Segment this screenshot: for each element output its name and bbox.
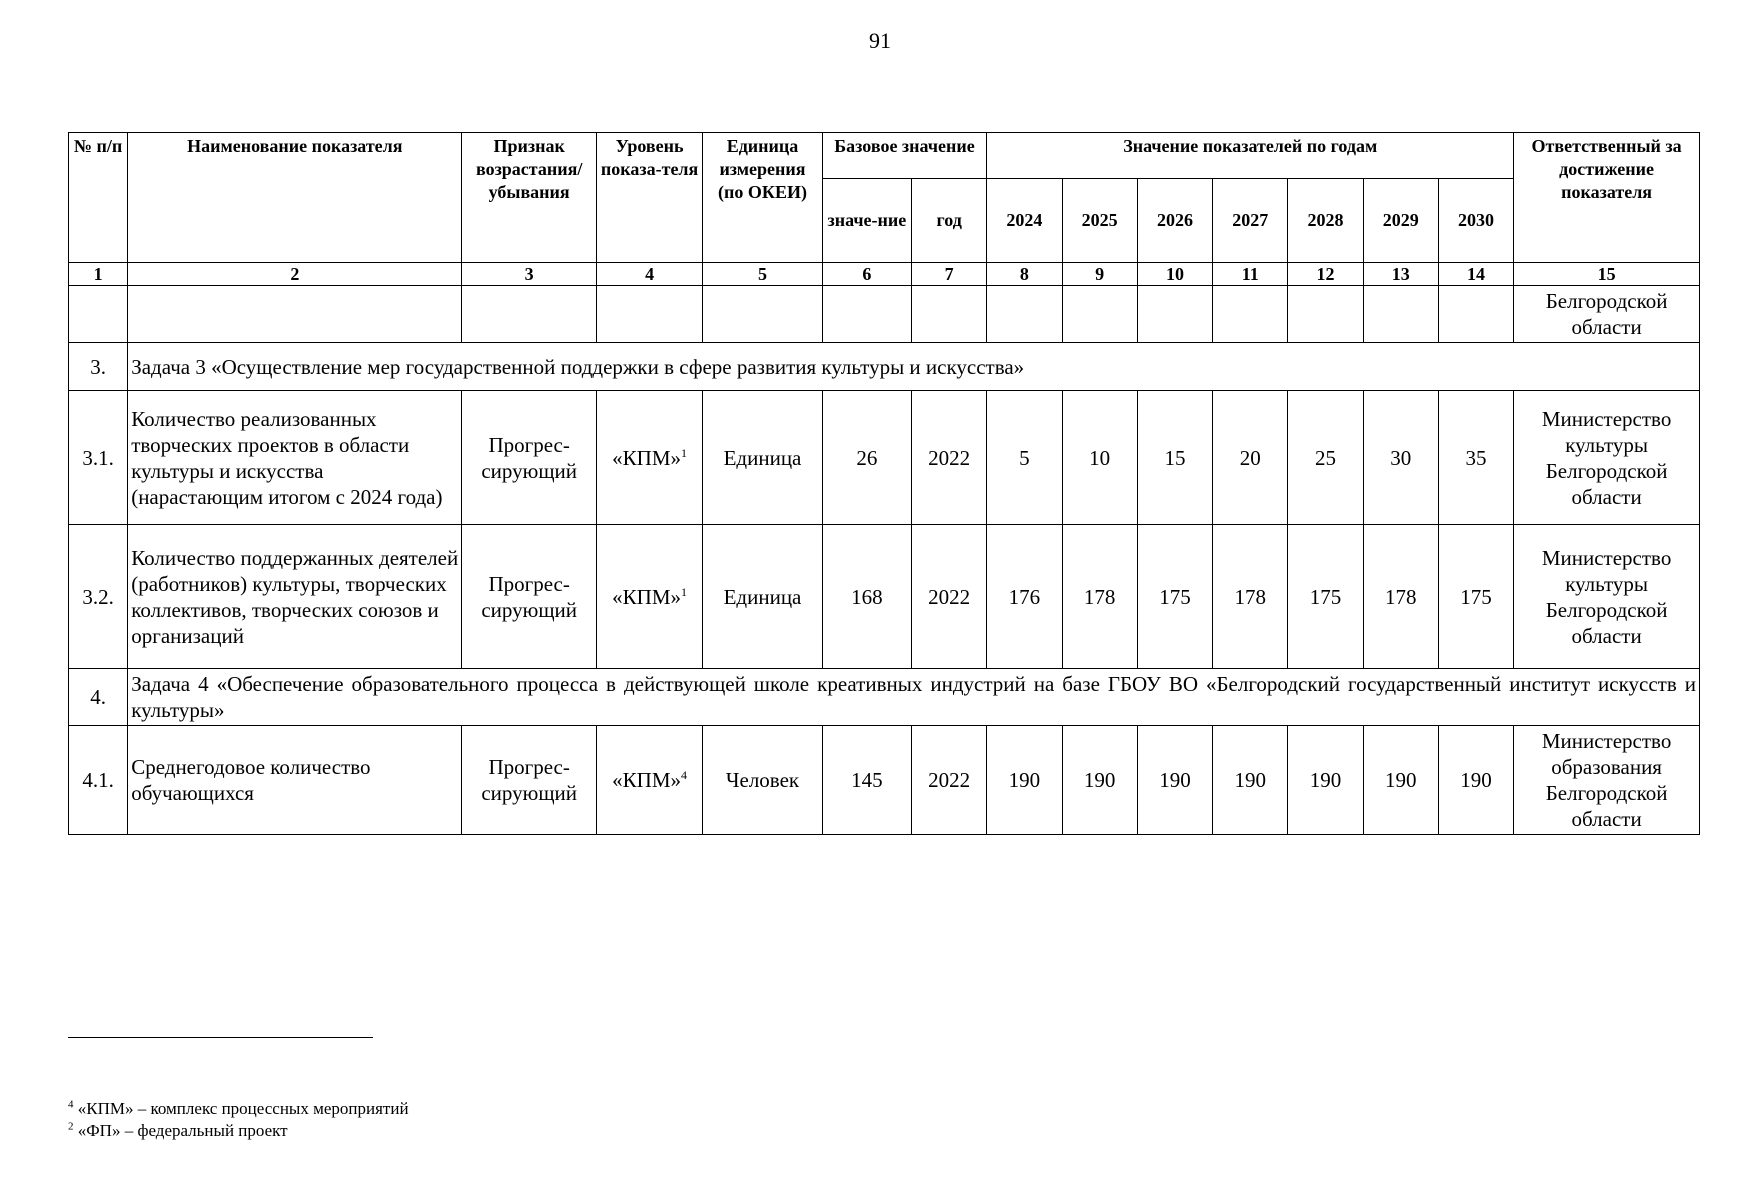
column-number: 6 — [822, 263, 911, 286]
year-value-cell: 20 — [1213, 391, 1288, 525]
indicator-name: Среднегодовое количество обучающихся — [128, 726, 462, 835]
base-year-cell: 2022 — [912, 391, 987, 525]
header-year: 2024 — [987, 179, 1062, 263]
header-sign: Признак возрастания/ убывания — [462, 133, 596, 263]
year-value-cell: 178 — [1062, 525, 1137, 669]
column-number: 11 — [1213, 263, 1288, 286]
column-number: 1 — [69, 263, 128, 286]
indicator-row-3-2 — [69, 525, 1700, 669]
column-numbers-row — [69, 263, 1700, 286]
task-title: Задача 4 «Обеспечение образовательного процесса в действующей школе креативных индустрий на базе ГБОУ ВО «Белгородский государственный институт искусств и культуры» — [128, 669, 1700, 726]
header-responsible: Ответственный за достижение показателя — [1514, 133, 1700, 263]
year-value-cell: 178 — [1363, 525, 1438, 669]
row-number: 3.2. — [69, 525, 128, 669]
header-base-year: год — [912, 179, 987, 263]
empty-cell — [703, 286, 822, 343]
responsible-cell: Министерство культуры Белгородской области — [1514, 391, 1700, 525]
indicator-row-3-1 — [69, 391, 1700, 525]
year-value-cell: 175 — [1137, 525, 1212, 669]
year-value-cell: 176 — [987, 525, 1062, 669]
sign-cell: Прогрес-сирующий — [462, 726, 596, 835]
empty-cell — [1363, 286, 1438, 343]
year-value-cell: 190 — [1363, 726, 1438, 835]
indicators-table — [68, 132, 1700, 835]
empty-cell — [462, 286, 596, 343]
empty-cell — [596, 286, 702, 343]
header-year: 2026 — [1137, 179, 1212, 263]
empty-cell — [69, 286, 128, 343]
year-value-cell: 190 — [1438, 726, 1513, 835]
indicator-name: Количество реализованных творческих проектов в области культуры и искусства (нарастающим итогом с 2024 года) — [128, 391, 462, 525]
level-footnote-mark: 1 — [681, 445, 688, 460]
year-value-cell: 175 — [1288, 525, 1363, 669]
responsible-cell: Министерство культуры Белгородской области — [1514, 525, 1700, 669]
year-value-cell: 190 — [1137, 726, 1212, 835]
level-cell — [596, 726, 702, 835]
column-number: 12 — [1288, 263, 1363, 286]
empty-cell — [1213, 286, 1288, 343]
year-value-cell: 175 — [1438, 525, 1513, 669]
year-value-cell: 190 — [987, 726, 1062, 835]
level-text: «КПМ» — [612, 584, 682, 609]
level-footnote-mark: 4 — [681, 768, 688, 782]
year-value-cell: 35 — [1438, 391, 1513, 525]
page-number: 91 — [869, 28, 891, 53]
empty-cell — [1062, 286, 1137, 343]
column-number: 14 — [1438, 263, 1513, 286]
task-number: 4. — [69, 669, 128, 726]
header-name: Наименование показателя — [128, 133, 462, 263]
header-unit: Единица измерения (по ОКЕИ) — [703, 133, 822, 263]
header-level: Уровень показа-теля — [596, 133, 702, 263]
header-base-value: значе-ние — [822, 179, 911, 263]
year-value-cell: 15 — [1137, 391, 1212, 525]
header-year: 2030 — [1438, 179, 1513, 263]
footnote-text: «КПМ» – комплекс процессных мероприятий — [77, 1099, 409, 1118]
level-cell — [596, 391, 702, 525]
header-row-1 — [69, 133, 1700, 179]
indicator-name: Количество поддержанных деятелей (работников) культуры, творческих коллективов, творческих союзов и организаций — [128, 525, 462, 669]
empty-cell — [1438, 286, 1513, 343]
unit-cell: Человек — [703, 726, 822, 835]
footnote — [68, 1098, 409, 1120]
column-number: 9 — [1062, 263, 1137, 286]
header-num: № п/п — [69, 133, 128, 263]
column-number: 13 — [1363, 263, 1438, 286]
footnote-separator — [68, 1037, 373, 1038]
task-title: Задача 3 «Осуществление мер государственной поддержки в сфере развития культуры и искусства» — [128, 343, 1700, 391]
base-year-cell: 2022 — [912, 525, 987, 669]
sign-cell: Прогрес-сирующий — [462, 391, 596, 525]
base-value-cell: 145 — [822, 726, 911, 835]
column-number: 4 — [596, 263, 702, 286]
responsible-cell: Белгородской области — [1514, 286, 1700, 343]
header-year: 2027 — [1213, 179, 1288, 263]
year-value-cell: 178 — [1213, 525, 1288, 669]
empty-cell — [1288, 286, 1363, 343]
footnote-mark: 2 — [68, 1120, 74, 1133]
empty-cell — [822, 286, 911, 343]
task-number: 3. — [69, 343, 128, 391]
level-footnote-mark: 1 — [681, 584, 688, 599]
column-number: 5 — [703, 263, 822, 286]
task-row-4 — [69, 669, 1700, 726]
header-values-by-year: Значение показателей по годам — [987, 133, 1514, 179]
year-value-cell: 190 — [1213, 726, 1288, 835]
task-row-3 — [69, 343, 1700, 391]
column-number: 10 — [1137, 263, 1212, 286]
empty-cell — [912, 286, 987, 343]
header-base: Базовое значение — [822, 133, 987, 179]
column-number: 15 — [1514, 263, 1700, 286]
year-value-cell: 190 — [1062, 726, 1137, 835]
header-year: 2028 — [1288, 179, 1363, 263]
column-number: 7 — [912, 263, 987, 286]
year-value-cell: 25 — [1288, 391, 1363, 525]
year-value-cell: 5 — [987, 391, 1062, 525]
level-cell — [596, 525, 702, 669]
column-number: 3 — [462, 263, 596, 286]
header-year: 2025 — [1062, 179, 1137, 263]
continuation-row — [69, 286, 1700, 343]
unit-cell: Единица — [703, 525, 822, 669]
column-number: 2 — [128, 263, 462, 286]
footnote — [68, 1120, 409, 1142]
indicator-row-4-1 — [69, 726, 1700, 835]
footnote-text: «ФП» – федеральный проект — [77, 1121, 288, 1140]
year-value-cell: 30 — [1363, 391, 1438, 525]
row-number: 4.1. — [69, 726, 128, 835]
empty-cell — [987, 286, 1062, 343]
level-text: «КПМ» — [612, 768, 682, 792]
footnotes — [68, 1098, 409, 1142]
header-year: 2029 — [1363, 179, 1438, 263]
sign-cell: Прогрес-сирующий — [462, 525, 596, 669]
empty-cell — [1137, 286, 1212, 343]
footnote-mark: 4 — [68, 1098, 74, 1111]
year-value-cell: 190 — [1288, 726, 1363, 835]
column-number: 8 — [987, 263, 1062, 286]
level-text: «КПМ» — [612, 445, 682, 470]
row-number: 3.1. — [69, 391, 128, 525]
base-value-cell: 26 — [822, 391, 911, 525]
responsible-cell: Министерство образования Белгородской области — [1514, 726, 1700, 835]
unit-cell: Единица — [703, 391, 822, 525]
year-value-cell: 10 — [1062, 391, 1137, 525]
empty-cell — [128, 286, 462, 343]
base-year-cell: 2022 — [912, 726, 987, 835]
base-value-cell: 168 — [822, 525, 911, 669]
